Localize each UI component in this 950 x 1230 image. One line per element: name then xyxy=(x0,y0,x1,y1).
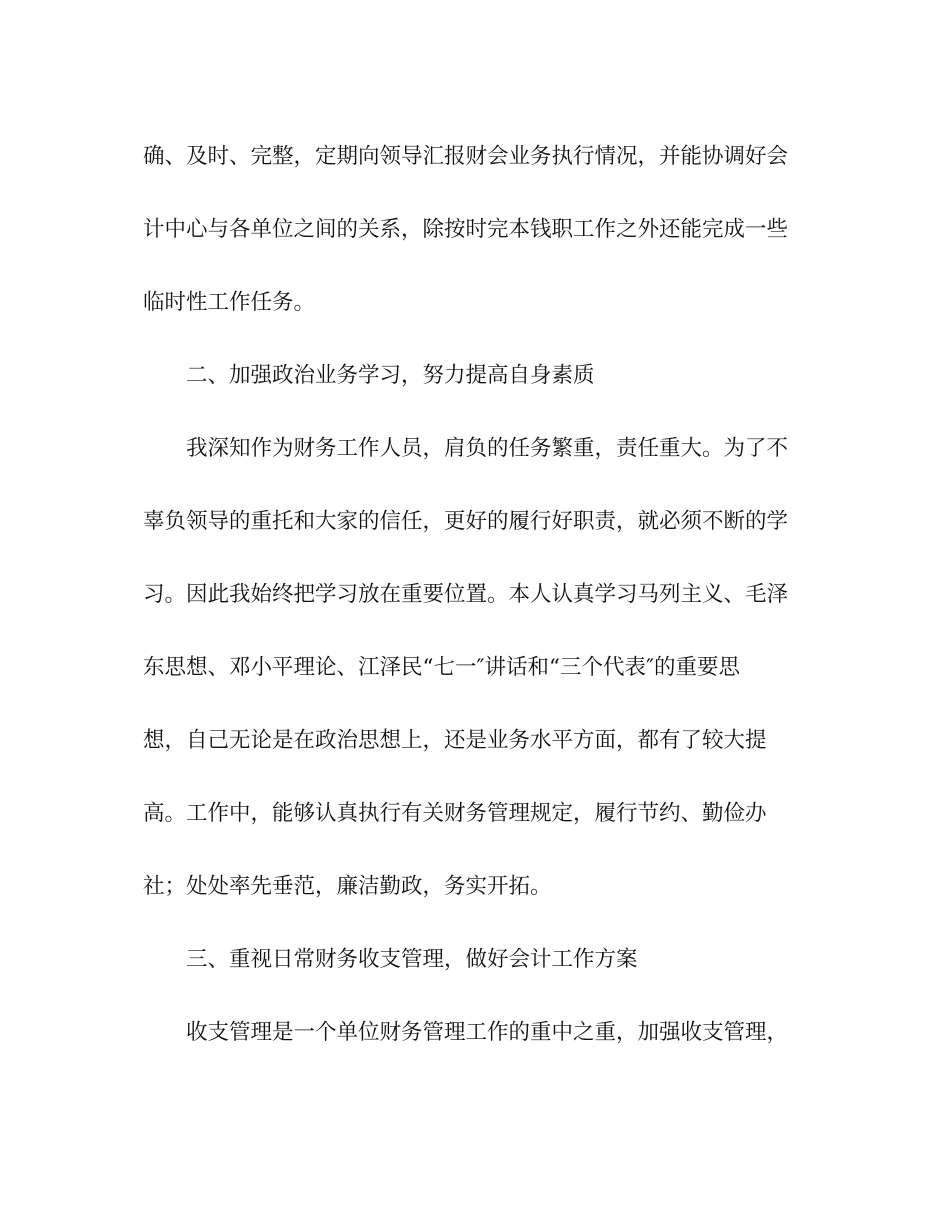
paragraph-line: 我深知作为财务工作人员，肩负的任务繁重，责任重大。为了不 xyxy=(186,436,789,461)
paragraph-line: 社；处处率先垂范，廉洁勤政，务实开拓。 xyxy=(143,874,552,899)
paragraph-line: 确、及时、完整，定期向领导汇报财会业务执行情况，并能协调好会 xyxy=(143,144,789,169)
paragraph-line: 临时性工作任务。 xyxy=(143,290,316,315)
paragraph-line: 计中心与各单位之间的关系，除按时完本钱职工作之外还能完成一些 xyxy=(143,217,789,242)
paragraph-line: 东思想、邓小平理论、江泽民“七一″讲话和“三个代表″的重要思 xyxy=(143,655,741,680)
paragraph-line: 习。因此我始终把学习放在重要位置。本人认真学习马列主义、毛泽 xyxy=(143,582,789,607)
paragraph-line: 高。工作中，能够认真执行有关财务管理规定，履行节约、勤俭办 xyxy=(143,801,767,826)
section-heading: 三、重视日常财务收支管理，做好会计工作方案 xyxy=(186,947,638,972)
paragraph-line: 收支管理是一个单位财务管理工作的重中之重，加强收支管理， xyxy=(186,1020,789,1045)
paragraph-line: 想，自己无论是在政治思想上，还是业务水平方面，都有了较大提 xyxy=(143,728,767,753)
paragraph-line: 辜负领导的重托和大家的信任，更好的履行好职责，就必须不断的学 xyxy=(143,509,789,534)
section-heading: 二、加强政治业务学习，努力提高自身素质 xyxy=(186,363,595,388)
